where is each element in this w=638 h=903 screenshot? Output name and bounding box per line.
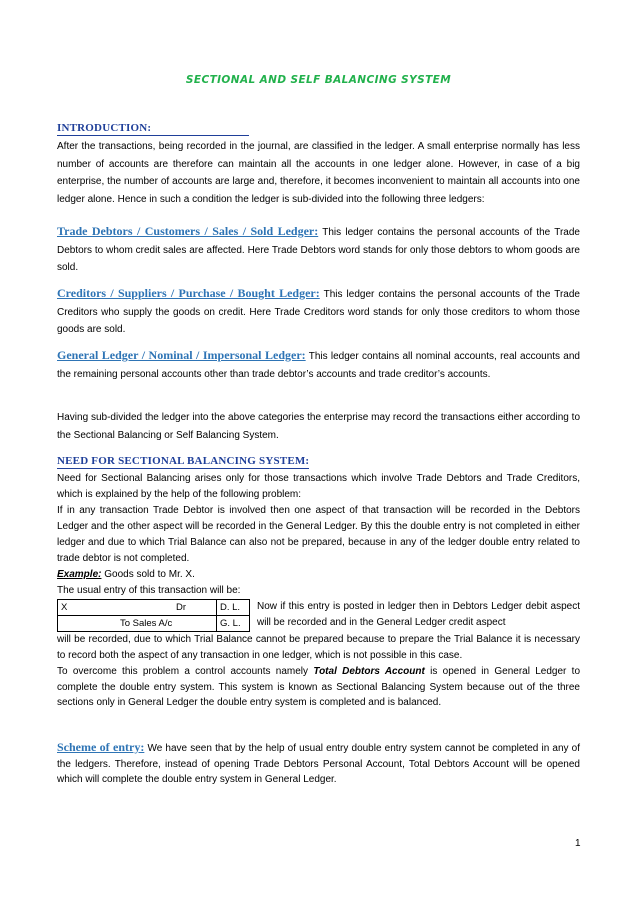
ledger-debtors-text: This ledger contains the personal accounts of the Trade Debtors to whom credit sales are affected. Here Trade Debtors word stands for only those debtors to whom goods are sold. [57, 227, 580, 274]
example-label: Example: [57, 569, 102, 580]
ledger-debtors [57, 223, 580, 277]
scheme-label: Scheme of entry: [57, 740, 145, 754]
journal-entry-table [57, 599, 250, 632]
scheme-section [57, 740, 580, 788]
journal-credit-folio: G. L. [217, 616, 250, 632]
overcome-paragraph [57, 664, 580, 711]
page-title: SECTIONAL AND SELF BALANCING SYSTEM [185, 74, 452, 86]
journal-credit-account: To Sales A/c [58, 616, 217, 632]
journal-block [57, 599, 580, 711]
ledger-creditors [57, 285, 580, 339]
overcome-text-post: is opened in General Ledger to complete the double entry system. This system is known as Sectional Balancing System because out of the three sections only in General Ledger the double entry system is completed and is balanced. [57, 666, 581, 708]
subdivided-text: Having sub-divided the ledger into the above categories the enterprise may record the transactions either according to the Sectional Balancing or Self Balancing System. [57, 412, 580, 441]
need-paragraph-1: Need for Sectional Balancing arises only for those transactions which involve Trade Debtors and Trade Creditors, which is explained by the help of the following problem: [57, 473, 580, 500]
subdivided-paragraph [57, 409, 580, 444]
need-paragraph-2: If in any transaction Trade Debtor is involved then one aspect of that transaction will be recorded in the Debtors Ledger and the other aspect will be recorded in the General Ledger. By this the double entry is not completed in either ledger and due to which Trial Balance can also not be prepared, because in any of the ledger double entry related to trade debtor is not completed. [57, 505, 580, 564]
scheme-text: We have seen that by the help of usual entry double entry system cannot be completed in any of the ledgers. Therefore, instead of opening Trade Debtors Personal Account, Total Debtors Account will be opened which will complete the double entry system in General Ledger. [57, 743, 581, 785]
total-debtors-account-term: Total Debtors Account [313, 666, 425, 677]
ledger-general [57, 347, 580, 383]
example-line [57, 567, 580, 583]
journal-debit-side: Dr [176, 602, 187, 613]
journal-row-debit [58, 600, 250, 616]
overcome-text-pre: To overcome this problem a control accounts namely [57, 666, 309, 677]
journal-debit-account: X [61, 602, 68, 613]
introduction-section [57, 118, 580, 208]
ledger-general-text: This ledger contains all nominal accounts, real accounts and the remaining personal accounts other than trade debtor’s accounts and trade creditor’s accounts. [57, 351, 580, 380]
ledger-general-title: General Ledger / Nominal / Impersonal Ledger: [57, 348, 306, 362]
need-section [57, 451, 580, 599]
page-number: 1 [575, 838, 581, 849]
ledger-creditors-text: This ledger contains the personal accounts of the Trade Creditors who supply the goods on credit. Here Trade Creditors word stands for only those creditors to whom those goods are sold. [57, 289, 580, 336]
introduction-text: After the transactions, being recorded in the journal, are classified in the ledger. A small enterprise normally has less number of accounts are therefore can maintain all the accounts in one ledger alone. However, in case of a big enterprise, the number of accounts are large and, therefore, it becomes inconvenient to maintain all accounts into one ledger alone. Hence in such a condition the ledger is sub-divided into the following three ledgers: [57, 141, 580, 205]
introduction-heading: INTRODUCTION: [57, 122, 249, 136]
journal-row-credit [58, 616, 250, 632]
ledger-debtors-title: Trade Debtors / Customers / Sales / Sold Ledger: [57, 224, 319, 238]
journal-debit-folio: D. L. [217, 600, 250, 616]
example-text: Goods sold to Mr. X. [104, 569, 195, 580]
usual-entry-text: The usual entry of this transaction will be: [57, 585, 241, 596]
ledger-creditors-title: Creditors / Suppliers / Purchase / Bought Ledger: [57, 286, 320, 300]
posting-text-part-a: Now if this entry is posted in ledger then in Debtors Ledger debit aspect will be recorded and in the General Ledger credit aspect [257, 601, 580, 628]
posting-text-part-b: will be recorded, due to which Trial Balance cannot be prepared because to prepare the Trial Balance it is necessary to record both the aspect of any transaction in one ledger, which is not possible in this case. [57, 634, 580, 661]
need-heading: NEED FOR SECTIONAL BALANCING SYSTEM: [57, 455, 310, 467]
